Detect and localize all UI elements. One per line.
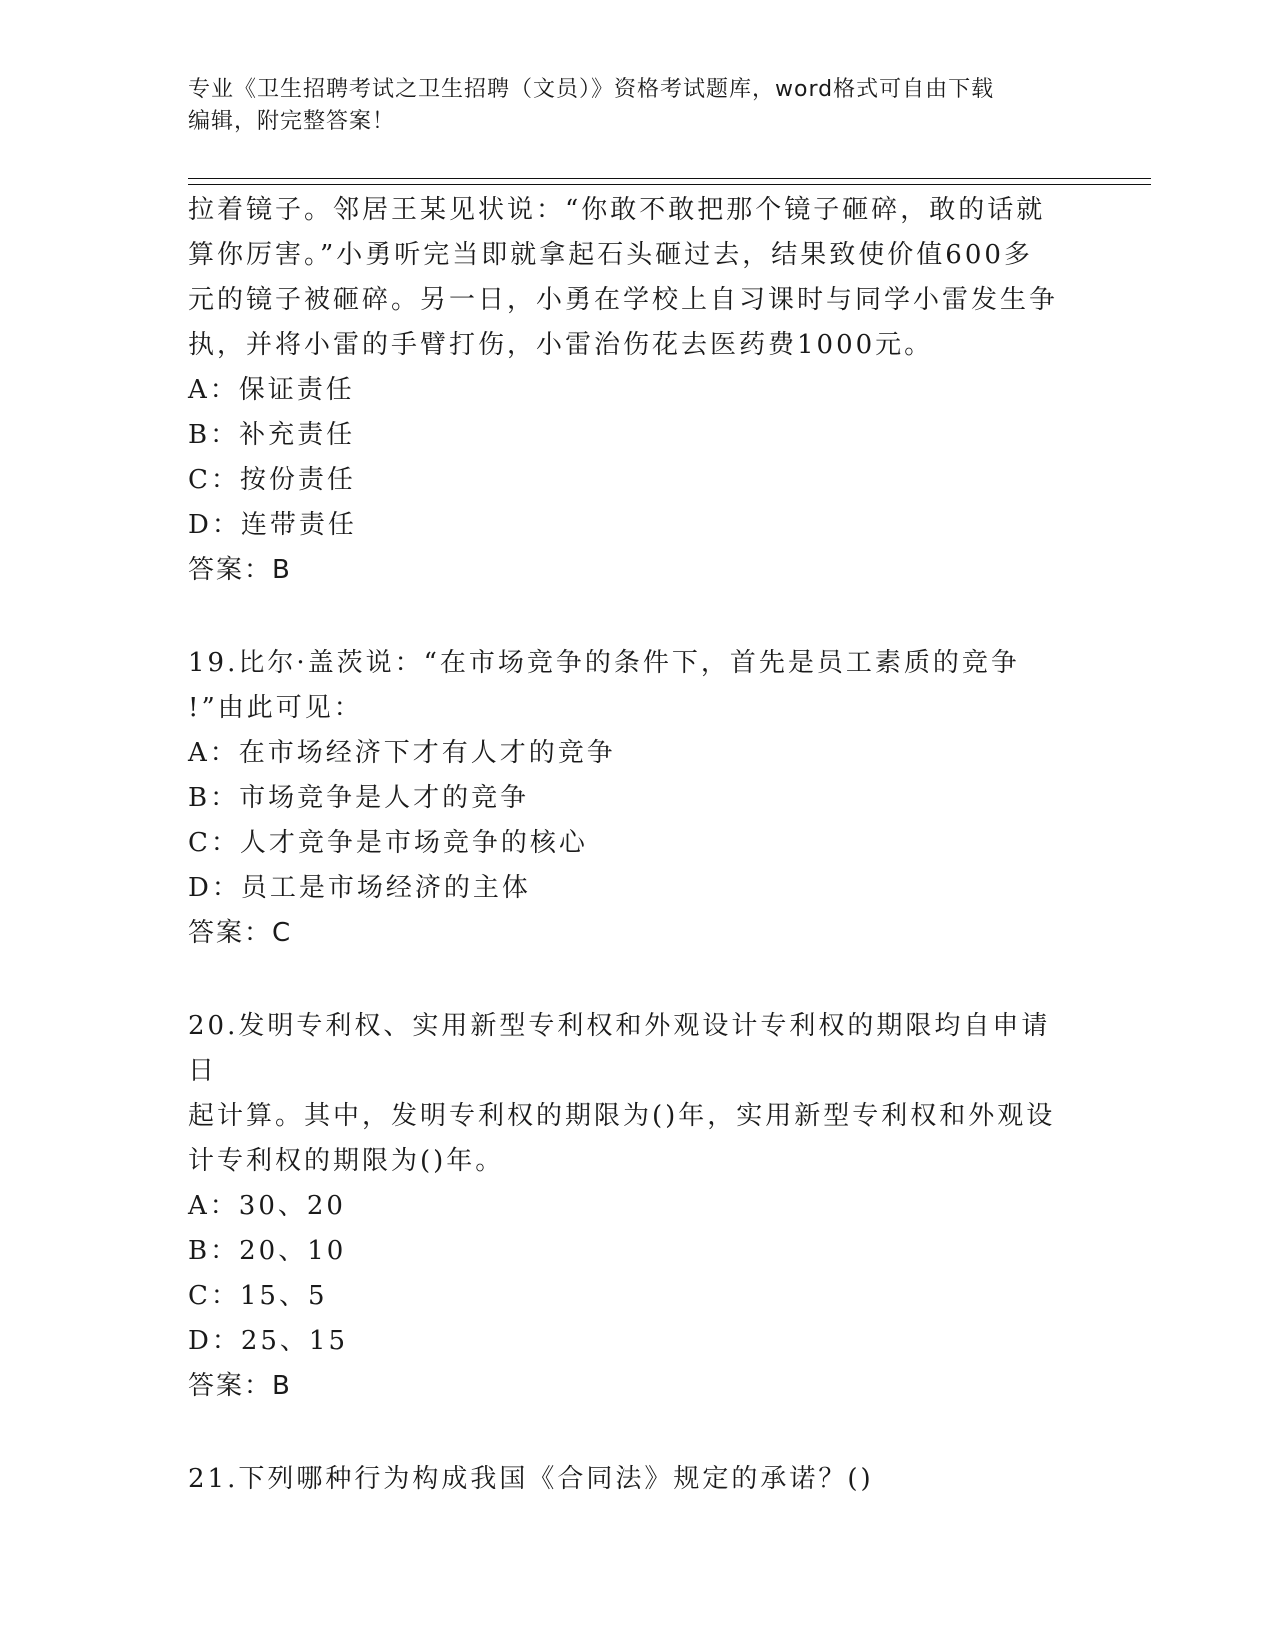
question-20-option-a: A：30、20 xyxy=(188,1191,346,1221)
question-20-answer: 答案：B xyxy=(188,1371,292,1401)
document-header xyxy=(188,74,1088,138)
question-19 xyxy=(188,641,1068,956)
header-rule-top xyxy=(188,178,1151,179)
question-20 xyxy=(188,1004,1068,1409)
question-19-answer: 答案：C xyxy=(188,918,293,948)
question-19-option-b: B：市场竞争是人才的竞争 xyxy=(188,783,530,813)
question-18-option-d: D：连带责任 xyxy=(188,510,357,540)
question-18-answer: 答案：B xyxy=(188,555,292,585)
question-list xyxy=(188,188,1068,1502)
question-20-option-c: C：15、5 xyxy=(188,1281,328,1311)
question-20-option-d: D：25、15 xyxy=(188,1326,349,1356)
question-18-option-a: A：保证责任 xyxy=(188,375,355,405)
header-line-2: 编辑，附完整答案！ xyxy=(188,109,396,134)
question-19-line-1: 19.比尔·盖茨说：“在市场竞争的条件下，首先是员工素质的竞争 xyxy=(188,648,1020,678)
question-21 xyxy=(188,1457,1068,1502)
question-19-option-a: A：在市场经济下才有人才的竞争 xyxy=(188,738,616,768)
header-rule-bottom xyxy=(188,184,1151,185)
question-19-option-c: C：人才竞争是市场竞争的核心 xyxy=(188,828,588,858)
spacer xyxy=(188,1409,1068,1457)
spacer xyxy=(188,593,1068,641)
spacer xyxy=(188,956,1068,1004)
question-20-line-1: 20.发明专利权、实用新型专利权和外观设计专利权的期限均自申请日 xyxy=(188,1011,1051,1086)
question-21-line-1: 21.下列哪种行为构成我国《合同法》规定的承诺？() xyxy=(188,1464,874,1494)
question-19-line-2: !”由此可见： xyxy=(188,693,363,723)
question-18-option-c: C：按份责任 xyxy=(188,465,356,495)
question-18-line-2: 算你厉害。”小勇听完当即就拿起石头砸过去，结果致使价值600多 xyxy=(188,240,1033,270)
question-20-line-2: 起计算。其中，发明专利权的期限为()年，实用新型专利权和外观设 xyxy=(188,1101,1056,1131)
question-18-line-4: 执，并将小雷的手臂打伤，小雷治伤花去医药费1000元。 xyxy=(188,330,934,360)
question-20-line-3: 计专利权的期限为()年。 xyxy=(188,1146,505,1176)
question-20-option-b: B：20、10 xyxy=(188,1236,347,1266)
header-line-1: 专业《卫生招聘考试之卫生招聘（文员）》资格考试题库，word格式可自由下载 xyxy=(188,77,995,102)
question-18-option-b: B：补充责任 xyxy=(188,420,356,450)
question-19-option-d: D：员工是市场经济的主体 xyxy=(188,873,531,903)
question-18 xyxy=(188,188,1068,593)
question-18-line-1: 拉着镜子。邻居王某见状说：“你敢不敢把那个镜子砸碎，敢的话就 xyxy=(188,195,1046,225)
question-18-line-3: 元的镜子被砸碎。另一日，小勇在学校上自习课时与同学小雷发生争 xyxy=(188,285,1059,315)
